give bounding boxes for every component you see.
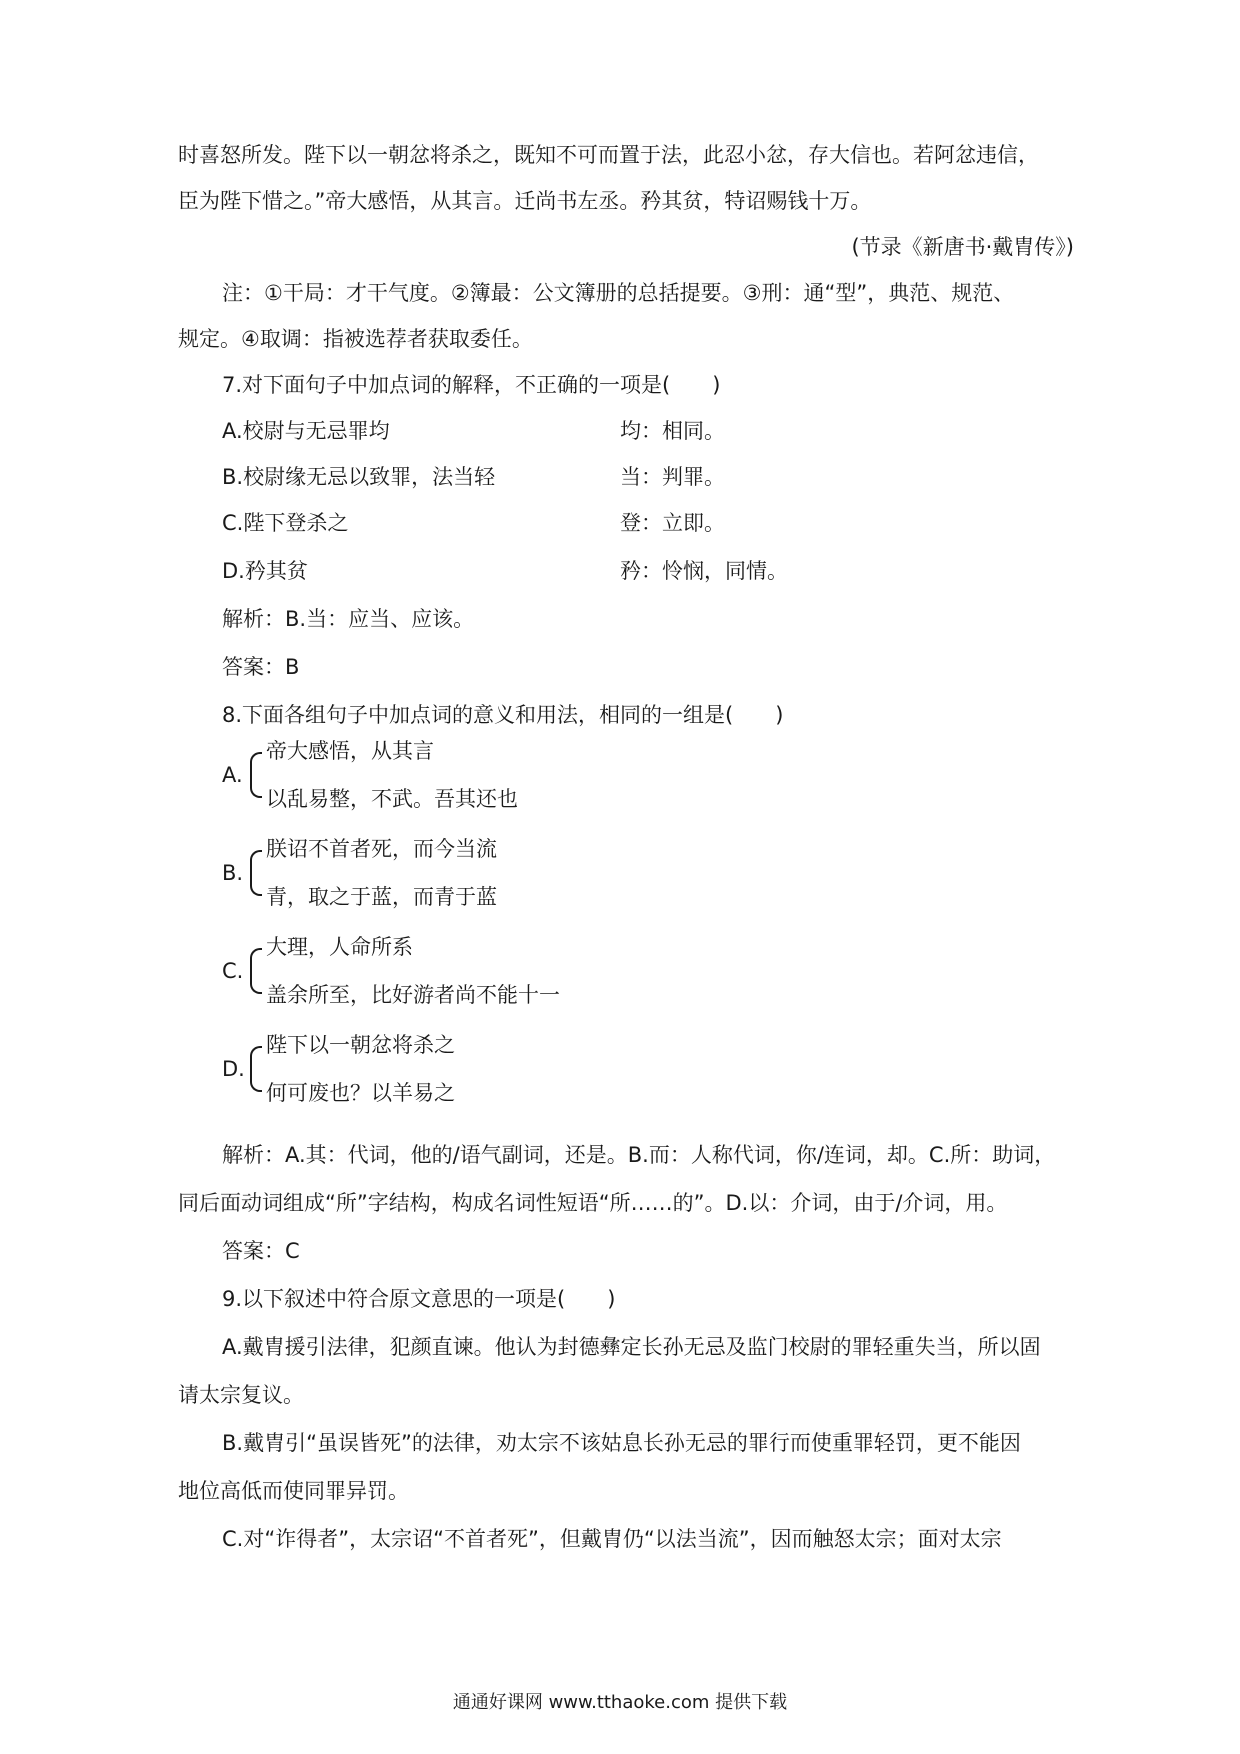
- q7-stem: 7.对下面句子中加点词的解释，不正确的一项是( ): [222, 373, 721, 397]
- q7-option-d-gloss: 矜：怜悯，同情。: [620, 559, 788, 583]
- q8-option-d-brace-bottom: [250, 1068, 262, 1092]
- passage-line-1: 时喜怒所发。陛下以一朝忿将杀之，既知不可而置于法，此忍小忿，存大信也。若阿忿违信，: [178, 143, 1039, 167]
- q8-option-a-sentence-2: 以乱易整，不武。吾其还也: [266, 787, 518, 811]
- q8-option-a-sentence-1: 帝大感悟，从其言: [266, 739, 434, 763]
- q8-stem: 8.下面各组句子中加点词的意义和用法，相同的一组是( ): [222, 703, 784, 727]
- q9-option-b-line-2: 地位高低而使同罪异罚。: [178, 1479, 409, 1503]
- q8-option-d-sentence-1: 陛下以一朝忿将杀之: [266, 1033, 455, 1057]
- q8-analysis-line-2: 同后面动词组成“所”字结构，构成名词性短语“所……的”。D.以：介词，由于/介词，用。: [178, 1191, 1008, 1215]
- q8-option-d-brace-top: [250, 1046, 262, 1070]
- q8-option-b-label: B.: [222, 861, 244, 885]
- q8-option-a-label: A.: [222, 763, 243, 787]
- q8-option-d-sentence-2: 何可废也？以羊易之: [266, 1081, 455, 1105]
- q8-option-d-label: D.: [222, 1057, 245, 1081]
- q9-option-c-line-1: C.对“诈得者”，太宗诏“不首者死”，但戴胄仍“以法当流”，因而触怒太宗；面对太宗: [222, 1527, 1002, 1551]
- q8-option-c-label: C.: [222, 959, 244, 983]
- q9-stem: 9.以下叙述中符合原文意思的一项是( ): [222, 1287, 616, 1311]
- q8-option-c-brace-bottom: [250, 970, 262, 994]
- q8-option-b-brace-bottom: [250, 872, 262, 896]
- q8-option-b-sentence-2: 青，取之于蓝，而青于蓝: [266, 885, 497, 909]
- q8-option-a-brace-bottom: [250, 774, 262, 798]
- q8-option-b-brace-top: [250, 850, 262, 874]
- q8-option-b-sentence-1: 朕诏不首者死，而今当流: [266, 837, 497, 861]
- q7-option-a: A.校尉与无忌罪均: [222, 419, 390, 443]
- q7-option-a-gloss: 均：相同。: [620, 419, 725, 443]
- q8-option-a-brace-top: [250, 752, 262, 776]
- q8-analysis-line-1: 解析：A.其：代词，他的/语气副词，还是。B.而：人称代词，你/连词，却。C.所：助词，: [222, 1143, 1056, 1167]
- note-line-2: 规定。④取调：指被选荐者获取委任。: [178, 327, 533, 351]
- q8-answer: 答案：C: [222, 1239, 300, 1263]
- q7-option-c: C.陛下登杀之: [222, 511, 349, 535]
- note-line-1: 注：①干局：才干气度。②簿最：公文簿册的总括提要。③刑：通“型”，典范、规范、: [222, 281, 1015, 305]
- q8-option-c-brace-top: [250, 948, 262, 972]
- q7-option-b: B.校尉缘无忌以致罪，法当轻: [222, 465, 496, 489]
- q9-option-a-line-1: A.戴胄援引法律，犯颜直谏。他认为封德彝定长孙无忌及监门校尉的罪轻重失当，所以固: [222, 1335, 1041, 1359]
- passage-line-2: 臣为陛下惜之。”帝大感悟，从其言。迁尚书左丞。矜其贫，特诏赐钱十万。: [178, 189, 872, 213]
- q9-option-b-line-1: B.戴胄引“虽误皆死”的法律，劝太宗不该姑息长孙无忌的罪行而使重罪轻罚，更不能因: [222, 1431, 1021, 1455]
- q7-option-c-gloss: 登：立即。: [620, 511, 725, 535]
- q7-analysis: 解析：B.当：应当、应该。: [222, 607, 475, 631]
- q7-answer: 答案：B: [222, 655, 300, 679]
- passage-source: (节录《新唐书·戴胄传》): [851, 235, 1074, 259]
- q8-option-c-sentence-2: 盖余所至，比好游者尚不能十一: [266, 983, 560, 1007]
- q9-option-a-line-2: 请太宗复议。: [178, 1383, 304, 1407]
- page-footer: 通通好课网 www.tthaoke.com 提供下载: [452, 1692, 788, 1713]
- q8-option-c-sentence-1: 大理，人命所系: [266, 935, 413, 959]
- q7-option-d: D.矜其贫: [222, 559, 308, 583]
- q7-option-b-gloss: 当：判罪。: [620, 465, 725, 489]
